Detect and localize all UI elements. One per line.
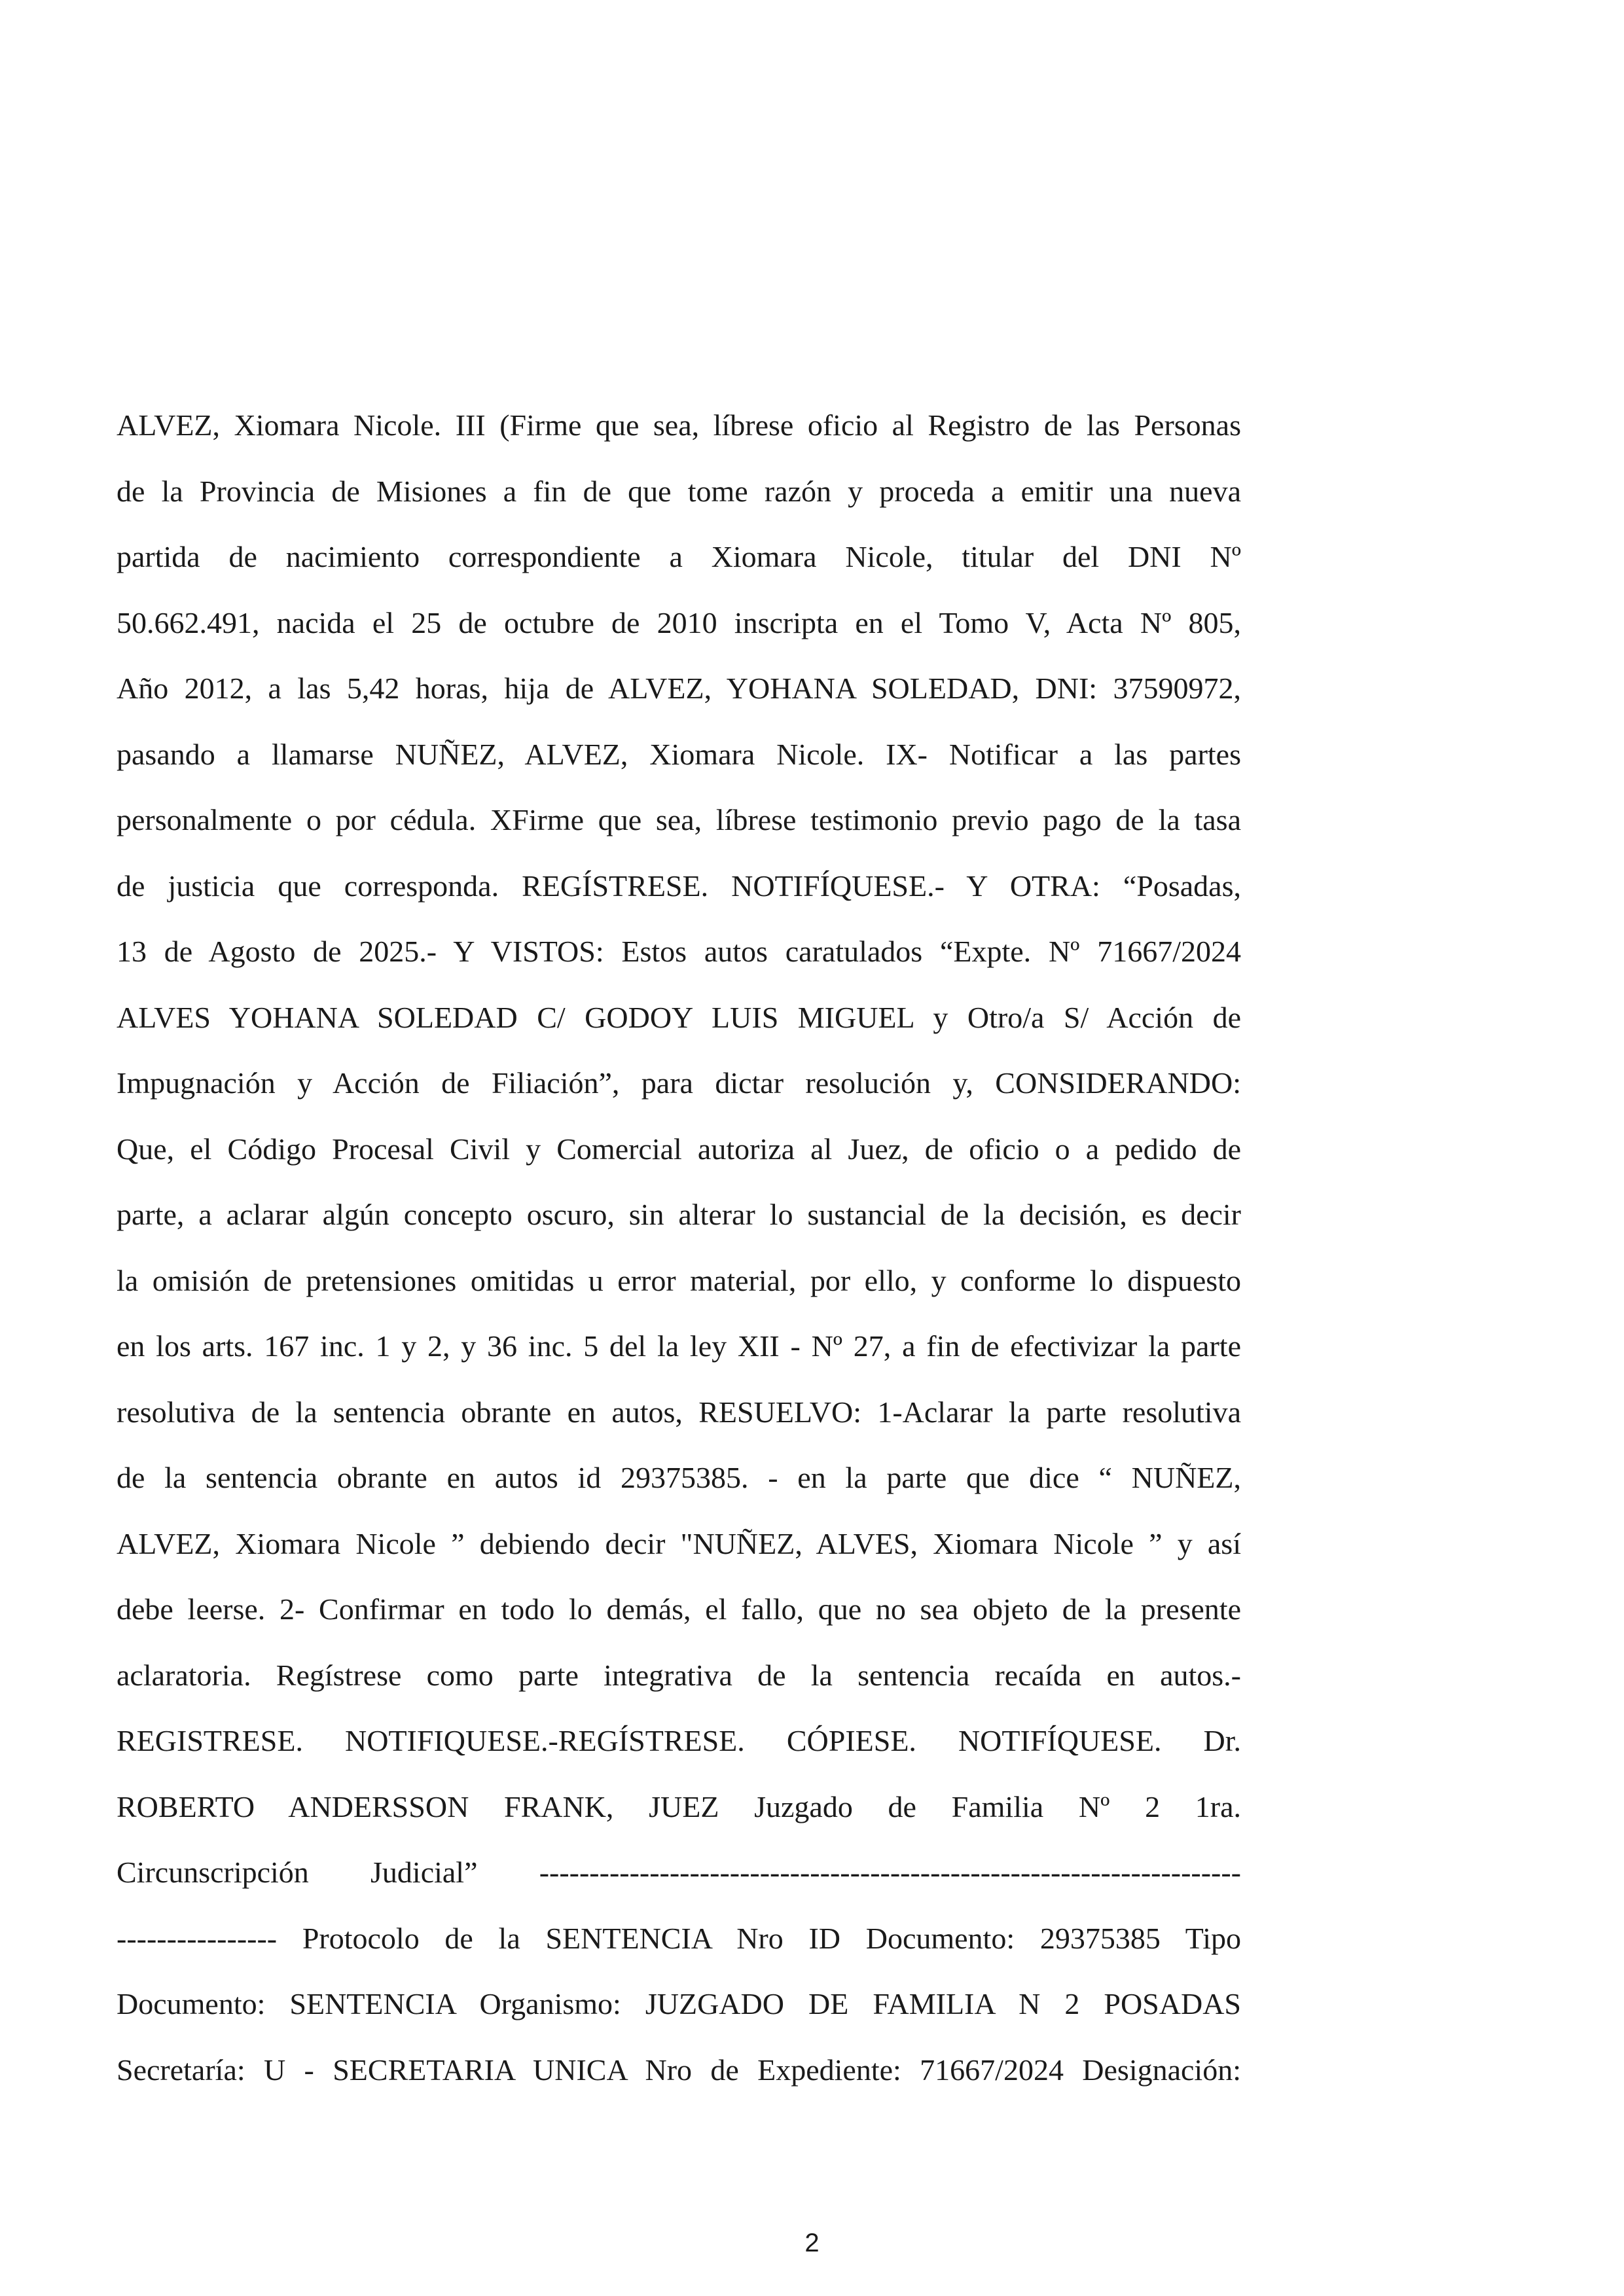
text-line: aclaratoria. Regístrese como parte integrativa de la sentencia recaída en autos.- (117, 1658, 1241, 1692)
text-line: 13 de Agosto de 2025.- Y VISTOS: Estos autos caratulados “Expte. Nº 71667/2024 (117, 935, 1241, 968)
text-line: Documento: SENTENCIA Organismo: JUZGADO DE FAMILIA N 2 POSADAS (117, 1987, 1241, 2020)
text-line: Que, el Código Procesal Civil y Comercial autoriza al Juez, de oficio o a pedido de (117, 1132, 1241, 1166)
text-line: debe leerse. 2- Confirmar en todo lo demás, el fallo, que no sea objeto de la presente (117, 1592, 1241, 1626)
text-line: Secretaría: U - SECRETARIA UNICA Nro de Expediente: 71667/2024 Designación: (117, 2053, 1241, 2087)
text-line: resolutiva de la sentencia obrante en autos, RESUELVO: 1-Aclarar la parte resolutiva (117, 1395, 1241, 1429)
text-line: en los arts. 167 inc. 1 y 2, y 36 inc. 5 del la ley XII - Nº 27, a fin de efectivizar la parte (117, 1329, 1241, 1363)
text-line: ALVEZ, Xiomara Nicole ” debiendo decir "NUÑEZ, ALVES, Xiomara Nicole ” y así (117, 1526, 1241, 1560)
text-line: ---------------- Protocolo de la SENTENCIA Nro ID Documento: 29375385 Tipo (117, 1921, 1241, 1955)
text-line: Año 2012, a las 5,42 horas, hija de ALVEZ, YOHANA SOLEDAD, DNI: 37590972, (117, 672, 1241, 705)
text-line: personalmente o por cédula. XFirme que sea, líbrese testimonio previo pago de la tasa (117, 803, 1241, 836)
text-line: 50.662.491, nacida el 25 de octubre de 2010 inscripta en el Tomo V, Acta Nº 805, (117, 605, 1241, 639)
text-line: de la sentencia obrante en autos id 29375385. - en la parte que dice “ NUÑEZ, (117, 1461, 1241, 1494)
text-line: de justicia que corresponda. REGÍSTRESE. NOTIFÍQUESE.- Y OTRA: “Posadas, (117, 869, 1241, 903)
text-line: la omisión de pretensiones omitidas u error material, por ello, y conforme lo dispuesto (117, 1263, 1241, 1297)
text-line: de la Provincia de Misiones a fin de que tome razón y proceda a emitir una nueva (117, 474, 1241, 508)
text-line: Circunscripción Judicial” ---------------------------------------------------------------------- (117, 1856, 1241, 1889)
text-line: ROBERTO ANDERSSON FRANK, JUEZ Juzgado de Familia Nº 2 1ra. (117, 1789, 1241, 1823)
page-number: 2 (804, 2229, 820, 2257)
text-line: ALVEZ, Xiomara Nicole. III (Firme que sea, líbrese oficio al Registro de las Personas (117, 408, 1241, 442)
text-line: pasando a llamarse NUÑEZ, ALVEZ, Xiomara Nicole. IX- Notificar a las partes (117, 737, 1241, 771)
text-line: Impugnación y Acción de Filiación”, para dictar resolución y, CONSIDERANDO: (117, 1066, 1241, 1100)
text-line: partida de nacimiento correspondiente a Xiomara Nicole, titular del DNI Nº (117, 540, 1241, 573)
document-body (117, 393, 1241, 2103)
text-line: parte, a aclarar algún concepto oscuro, sin alterar lo sustancial de la decisión, es decir (117, 1198, 1241, 1231)
text-line: ALVES YOHANA SOLEDAD C/ GODOY LUIS MIGUEL y Otro/a S/ Acción de (117, 1000, 1241, 1034)
text-line: REGISTRESE. NOTIFIQUESE.-REGÍSTRESE. CÓPIESE. NOTIFÍQUESE. Dr. (117, 1724, 1241, 1757)
